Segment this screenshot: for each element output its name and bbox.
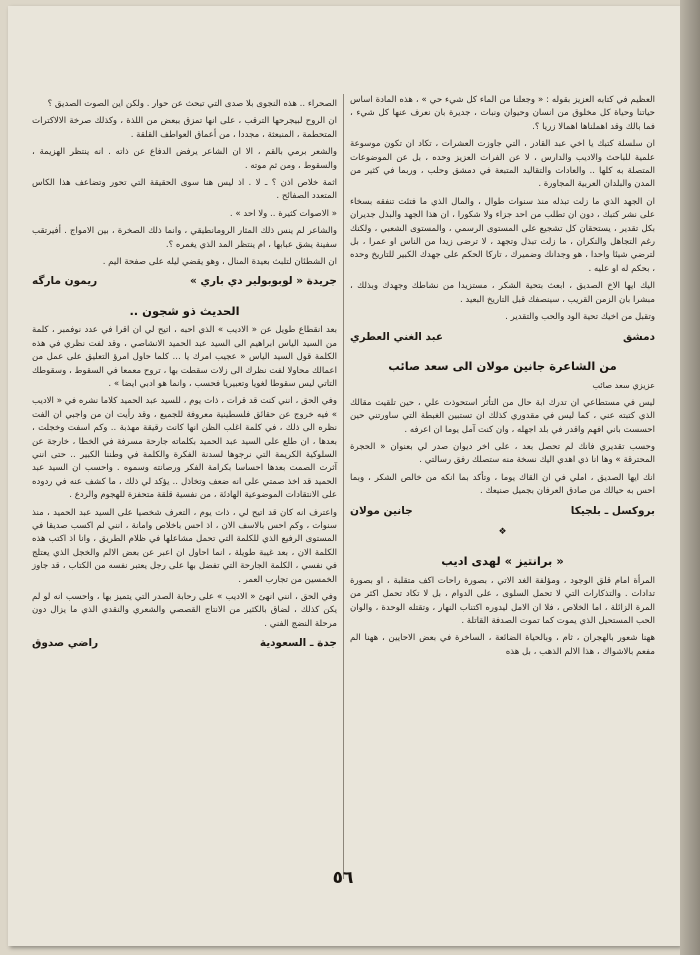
letter-body bbox=[350, 575, 655, 659]
magazine-page bbox=[8, 6, 680, 946]
signature-name: راضي صدوق bbox=[32, 637, 99, 650]
paragraph: اليك ايها الاخ الصديق ، ابعث بتحية الشكر ، مستزيدا من نشاطك وجهدك وبذلك ، مبشرا بان الزمن القريب ، سينصفك قبل التاريخ البعيد . bbox=[350, 281, 655, 305]
signature-place: جدة ـ السعودية bbox=[259, 637, 337, 650]
paragraph: المرأة امام قلق الوجود ، ومؤلفة الغد الاتي ، بصورة راحات اكف متقلبة ، او بصورة تدادات . والتذكارات التي لا تحمل السلوى ، على الدوام ، بل لا تكاد تحمل اكثر من المرة الزائلة ، اما الخلاص ، فلا ان الامل ليدوره اكتناب النهار ، وتقتله الوحدة ، والوان الحب المستحيل الذي يموت كما تموت الصدفة القاتلة . bbox=[350, 575, 655, 626]
page-edge bbox=[680, 0, 700, 955]
paragraph: ان سلسلة كتبك يا اخي عبد القادر ، التي جاوزت العشرات ، تكاد ان تكون موسوعة علمية للباحث والاديب والدارس ، لا عن الفرات العزيز وحده ، بل عن الموضوعات المتصلة به كلها .. والعادات والتقاليد المتبعة في دمشق وحلب ، وربما في كثير من المدن والبلدان العربية المجاورة . bbox=[350, 139, 655, 190]
paragraph: واعترف انه كان قد اتيح لي ، ذات يوم ، التعرف شخصيا على السيد عبد الحميد ، منذ سنوات ، وكم احس بالاسف الان ، اذ احس باخلاص وامانة ، انني لم اكسب صديقا في المستوى الرفيع الذي للكلمة التي تحمل مشاعلها في ظلام الطريق ، وانا اذ اكتب هذه الكلمة الان ، بعد غيبة طويلة ، انما احاول ان اعبر عن بعض الالم والخجل الذي يعتلج في نفسي ، الكلمة الجارحة التي تفضل بها على رجل يعتبر نفسه من الكتاب ، قد جاوز الخمسين من تجارب العمر . bbox=[32, 507, 337, 585]
paragraph: والشاعر لم ينس ذلك المثار الرومانطيقي ، وانما ذلك الصخرة ، بين الامواج . أفيرتقب سفينة يشق عبابها ، ام ينتظر المد الذي يغمره ؟. bbox=[32, 226, 337, 250]
left-column bbox=[32, 98, 337, 655]
paragraph: ان الشطئان لتلبث بعيدة المنال ، وهو يقضي ليله على صفحة اليم . bbox=[102, 257, 337, 268]
column-divider bbox=[343, 94, 344, 879]
signature-source: جريدة « لوبوبولير دي باري » bbox=[189, 275, 337, 288]
letter-body bbox=[350, 397, 655, 499]
section-separator: ❖ bbox=[498, 526, 507, 537]
intro-letter-body bbox=[350, 94, 655, 325]
paragraph: ان الجهد الذي ما زلت تبذله منذ سنوات طوال ، والمال الذي ما فتئت تنفقه بسخاء على نشر كتبك ، دون ان تطلب من احد جزاء ولا شكورا ، ان هذا الجهد والبذل جديران بكل تقدير ، يستحقان كل تشجيع على المستوى الرسمي ، والمستوى الشعبي ، ولكنك رغم التجاهل والنكران ، ما زلت تبذل وتجهد ، لا ترضى زيدا من الناس او عمرا ، بل لترضي شيئا واحدا ، هو وجدانك وضميرك ، تاركا الحكم على جهدك الكبير للتاريخ وحده ، بحكم له او عليه . bbox=[350, 196, 655, 274]
page-number: ٥٦ bbox=[332, 868, 354, 888]
signature-block-1 bbox=[350, 331, 655, 344]
signature-place: دمشق bbox=[622, 330, 655, 343]
letter-title: الحديث ذو شجون .. bbox=[129, 303, 240, 318]
paragraph: والشعر برمي بالقم ، الا ان الشاعر يرفض الدفاع عن ذاته . انه ينتظر الهزيمة ، والسقوط ، ومن ثم موته . bbox=[32, 147, 337, 171]
letter-title: من الشاعرة جانين مولان الى سعد صائب bbox=[388, 358, 617, 373]
paragraph: وحسب تقديري فانك لم تحصل بعد ، على اخر ديوان صدر لي بعنوان « الحجرة المحترقة » وها انا ذي اهدي اليك نسخة منه ستصلك رفق رسالتي . bbox=[350, 441, 655, 466]
letter-title: « برانتيز » لهدى اديب bbox=[441, 554, 564, 569]
paragraph: وفي الحق ، انني كنت قد قرات ، ذات يوم ، للسيد عبد الحميد كلاما نشره في « الاديب » فيه خروج عن حقائق فلسطينية معروفة للجميع ، وقد رأيت ان من واجبي ان الفت نظره الى ذلك ، في كلمة اغلب الظن انها كانت رقيقة مهذبة .. وكم اسفت وخجلت ، بعدها ، ان طلع على السيد عبد الحميد بكلماته جارحة مسرفة في الخطا ، خارجة عن السلوكية الكريمة التي نرجوها لسدنة الفكرة والكلمة في وطننا الكبير .. حتى انني آثرت الصمت بعدها احساسا بكرامة الفكر ورصانته وسموه . واحسب ان السيد عبد الحميد قد اخذ صمتي على انه ضعف وتخاذل .. يؤكد لي ذلك ، ما كشف عنه في ردوده على الانتقادات الموضوعية الهادئة ، من نفسية قلقة متحفزة للهجوم والردع . bbox=[32, 396, 337, 501]
letter-body bbox=[32, 324, 337, 631]
review-body bbox=[32, 98, 337, 269]
paragraph: بعد انقطاع طويل عن « الاديب » الذي احبه ، اتيح لي ان اقرا في عدد نوفمبر ، كلمة من السيد الياس ابراهيم الى السيد عبد الحميد الانشاصي ، وقد لفت نظري في هذه الكلمة قول السيد الياس « عجيب امرك يا ... كلما حاول امرؤ التعليق على عمل من اعمالك محاولا لفت نظرك الى زلات سقطت بها ، تروح معمعا في السقوط ، وسقوطك التاتي ليس سقوطا لغويا وتعبيريا فحسب ، وانما هو ادبي ايضا » . bbox=[32, 325, 337, 389]
right-column bbox=[350, 94, 655, 663]
signature-block-4 bbox=[32, 637, 337, 650]
signature-name: جانين مولان bbox=[350, 504, 413, 517]
signature-place: بروكسل ـ بلجيكا bbox=[570, 504, 655, 517]
paragraph: العظيم في كتابه العزيز بقوله : « وجعلنا من الماء كل شيء حي » ، هذه المادة اساس حياتنا وحياة كل مخلوق من انسان وحيوان ونبات ، جديرة بان نعرف عنها كل شيء ، فما بالك وقد اهملناها اهمالا زريا ؟. bbox=[350, 95, 655, 132]
letter-salutation: عزيزي سعد صائب bbox=[592, 380, 655, 391]
paragraph: ههنا شعور بالهجران ، ثام ، وبالحياة الضائعة ، الساخرة في بعض الاحايين ، ههنا الم مفعم بالاشواك ، هذا الالم الذهب ، بل هذه bbox=[350, 633, 655, 657]
paragraph: وفي الحق ، انني انهئ « الاديب » على رحابة الصدر التي يتميز بها ، واحسب انه لو لم يكن كذلك ، لضاق بالكثير من الانتاج القصصي والشعري والنقدي الذي ما يزال دون مرحلة النضج الفني . bbox=[32, 592, 337, 629]
paragraph: الصحراء .. هذه النجوى بلا صدى التي تبحث عن حوار . ولكن اين الصوت الصديق ؟ bbox=[47, 99, 337, 109]
signature-name: ريمون مارگه bbox=[32, 275, 98, 288]
paragraph: ليس في مستطاعي ان تدرك ابة حال من التأثر استحوذت علي ، حين تلقيت مقالك الذي كتبته عني ، كما ليس في مقدوري كذلك ان تستبين الغبطة التي ساورتني حين احسست باني افهم واقدر في بلد اجهله ، وان كنت آمل يوما ان اعرفه . bbox=[350, 397, 655, 435]
paragraph: « الاصوات كثيرة .. ولا احد » . bbox=[229, 208, 337, 219]
signature-name: عبد الغني العطري bbox=[350, 330, 444, 343]
signature-block-3 bbox=[32, 275, 337, 288]
signature-block-2 bbox=[350, 505, 655, 518]
paragraph: وتقبل من اخيك تحية الود والحب والتقدير . bbox=[505, 312, 655, 323]
paragraph: ان الروح لبيجرحها الترقب ، على انها تمزق ببعض من اللذة ، وكذلك صرخة الالاكترات المتحطمة ، المنبعثة ، مجددا ، من أعماق العواطف القلقة . bbox=[32, 116, 337, 140]
paragraph: اثمة خلاص اذن ؟ ـ لا . اذ ليس هنا سوى الحقيقة التي تحور وتضاعف هذا الكاس المتعدد الصفائح . bbox=[32, 178, 337, 202]
paragraph: انك ايها الصديق ، املي في ان القاك يوما ، وتأكد بما انكه من خالص الشكر ، وبما احس به حيالك من صادق العرفان بجميل صنيعك . bbox=[350, 472, 655, 497]
